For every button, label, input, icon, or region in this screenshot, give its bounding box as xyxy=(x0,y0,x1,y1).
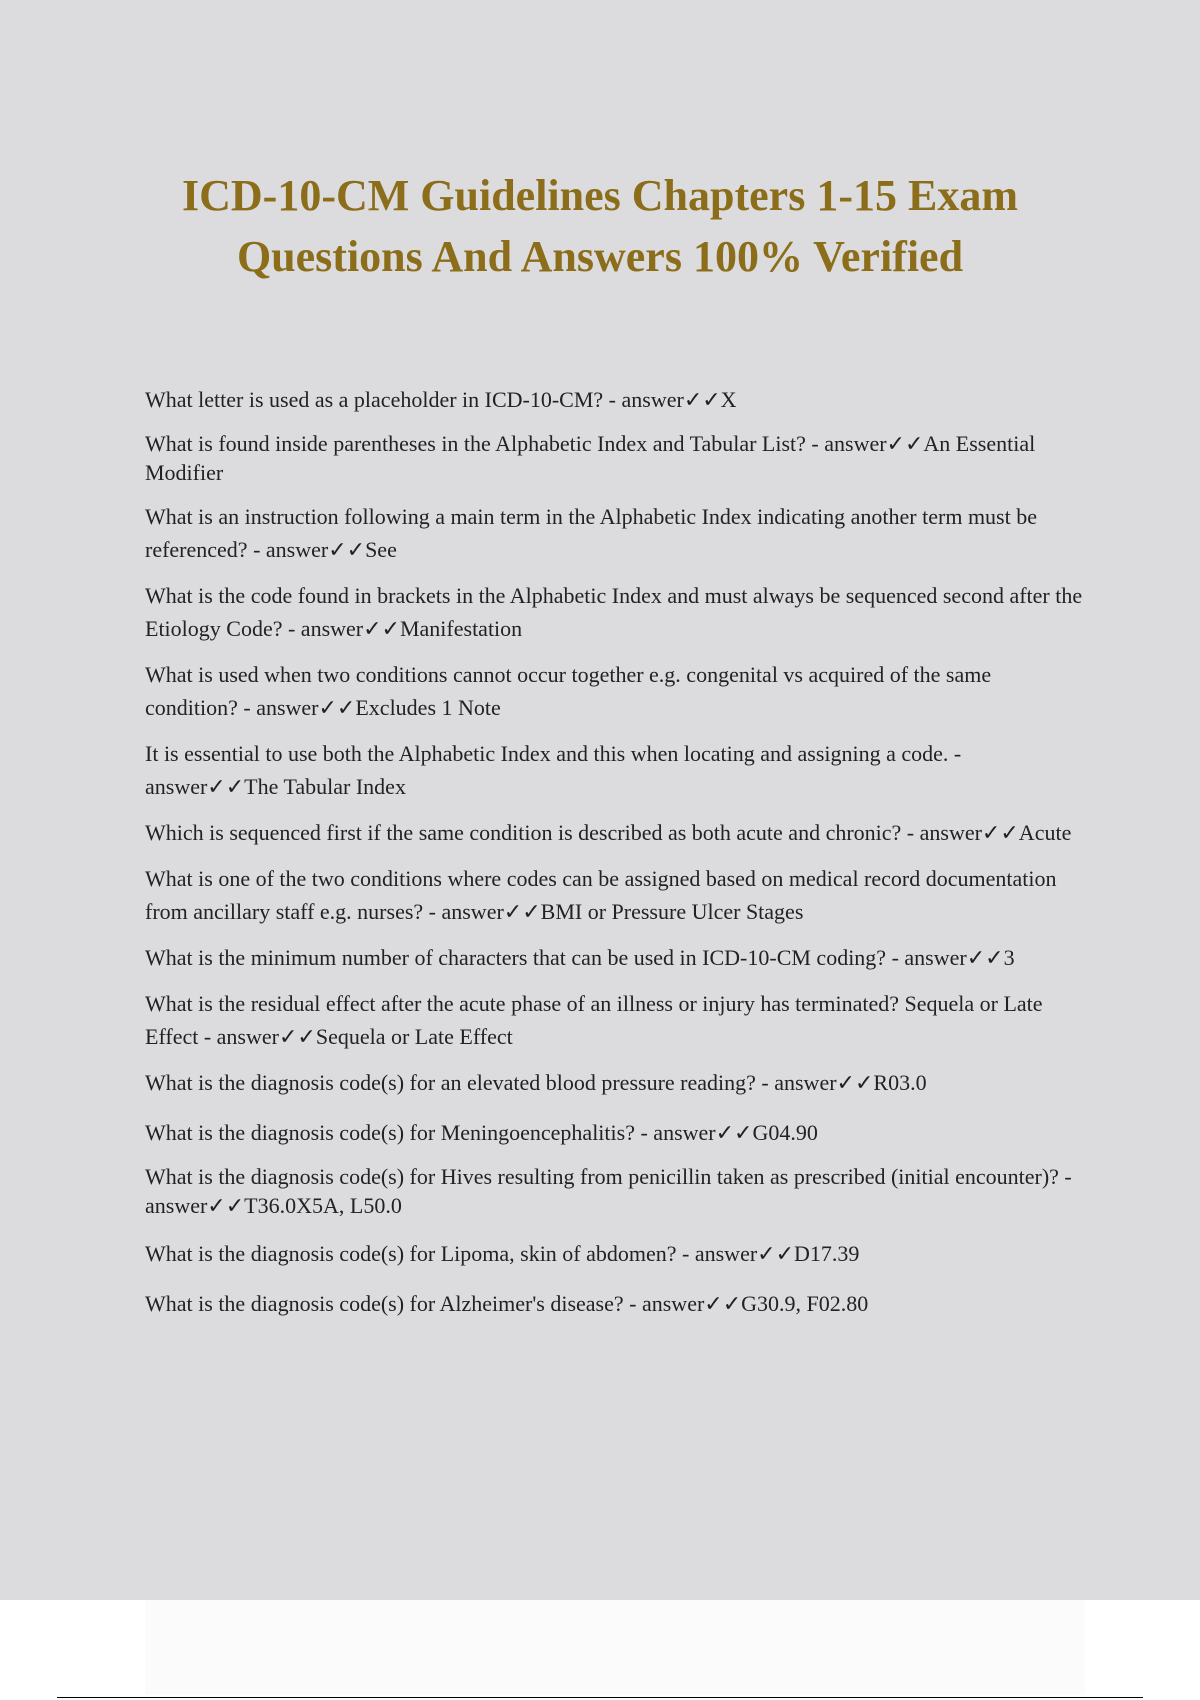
qa-item-4: What is the code found in brackets in the Alphabetic Index and must always be sequenced second after the Etiology Code? - answer✓✓Manifestation xyxy=(145,583,1083,641)
qa-item-2: What is found inside parentheses in the Alphabetic Index and Tabular List? - answer✓✓An Essential Modifier xyxy=(145,431,1036,485)
qa-item-15: What is the diagnosis code(s) for Alzheimer's disease? - answer✓✓G30.9, F02.80 xyxy=(145,1291,869,1316)
next-page-preview xyxy=(145,1600,1085,1695)
qa-item-8: What is one of the two conditions where codes can be assigned based on medical record documentation from ancillary staff e.g. nurses? - answer✓✓BMI or Pressure Ulcer Stages xyxy=(145,866,1057,924)
qa-item-6: It is essential to use both the Alphabetic Index and this when locating and assigning a code. - answer✓✓The Tabular Index xyxy=(145,741,962,799)
qa-item-11: What is the diagnosis code(s) for an elevated blood pressure reading? - answer✓✓R03.0 xyxy=(145,1070,927,1095)
title-line-2: Questions And Answers 100% Verified xyxy=(236,232,964,281)
qa-item-13: What is the diagnosis code(s) for Hives resulting from penicillin taken as prescribed (initial encounter)? - answer✓✓T36.0X5A, L50.0 xyxy=(145,1164,1072,1218)
qa-item-10: What is the residual effect after the acute phase of an illness or injury has terminated? Sequela or Late Effect - answer✓✓Sequela or Late Effect xyxy=(145,991,1043,1049)
qa-item-9: What is the minimum number of characters that can be used in ICD-10-CM coding? - answer✓✓3 xyxy=(145,945,1015,970)
qa-item-12: What is the diagnosis code(s) for Meningoencephalitis? - answer✓✓G04.90 xyxy=(145,1120,818,1145)
qa-item-7: Which is sequenced first if the same condition is described as both acute and chronic? - answer✓✓Acute xyxy=(145,820,1072,845)
qa-item-3: What is an instruction following a main term in the Alphabetic Index indicating another term must be referenced? - answer✓✓See xyxy=(145,504,1037,562)
page-title xyxy=(100,165,1100,287)
qa-item-5: What is used when two conditions cannot occur together e.g. congenital vs acquired of the same condition? - answer✓✓Excludes 1 Note xyxy=(145,662,992,720)
footer-rule xyxy=(57,1697,1143,1698)
qa-item-1: What letter is used as a placeholder in ICD-10-CM? - answer✓✓X xyxy=(145,387,737,412)
qa-list xyxy=(145,383,1085,1333)
qa-item-14: What is the diagnosis code(s) for Lipoma, skin of abdomen? - answer✓✓D17.39 xyxy=(145,1241,860,1266)
title-line-1: ICD-10-CM Guidelines Chapters 1-15 Exam xyxy=(182,171,1018,220)
